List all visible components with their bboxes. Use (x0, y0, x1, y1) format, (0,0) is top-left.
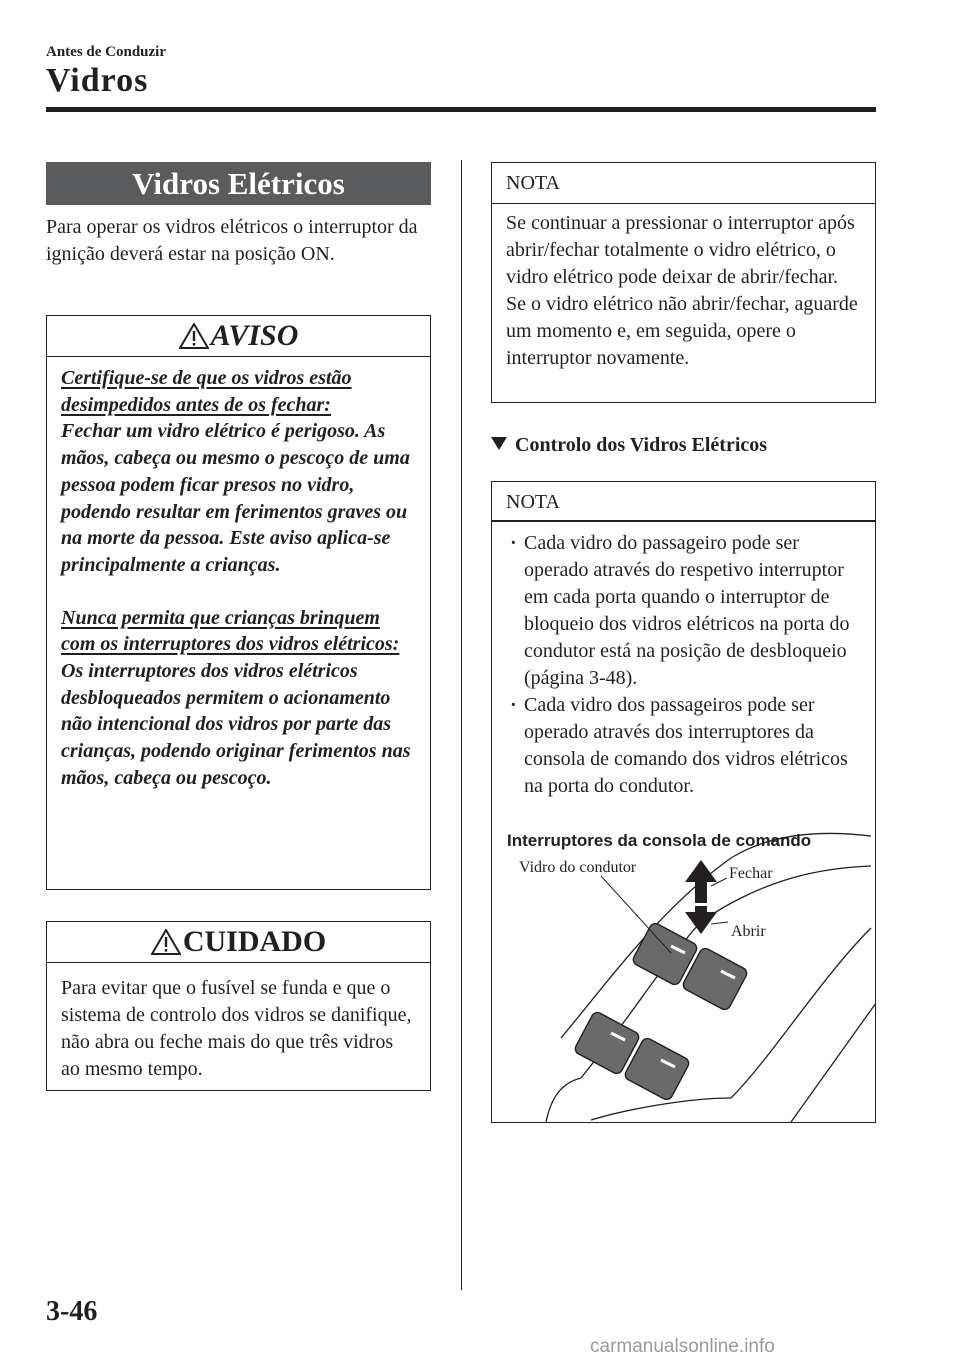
caution-title: CUIDADO (182, 925, 327, 958)
list-item: · Cada vidro do passageiro pode ser operado através do respetivo interruptor em cada porta quando o interruptor de bloqueio dos vidros elétricos na porta do condutor está na posição de desbloqueio (página 3-48). (510, 531, 850, 689)
warning-heading-1: Certifique-se de que os vidros estão desimpedidos antes de os fechar: (61, 367, 352, 416)
caution-header (47, 922, 430, 963)
caution-text: Para evitar que o fusível se funda e que o sistema de controlo dos vidros se danifique, não abra ou feche mais do que três vidros ao mesmo tempo. (61, 977, 412, 1080)
illustration-caption: Interruptores da consola de comando (507, 831, 812, 850)
warning-title: AVISO (210, 319, 299, 352)
warning-icon (179, 323, 209, 349)
note-title-1: NOTA (492, 163, 875, 204)
intro-paragraph: Para operar os vidros elétricos o interruptor da ignição deverá estar na posição ON. (46, 216, 418, 265)
page-number: 3-46 (46, 1296, 98, 1327)
warning-box (46, 315, 431, 890)
label-close: Fechar (729, 865, 773, 882)
caution-icon (151, 929, 181, 955)
warning-text-2: Os interruptores dos vidros elétricos desbloqueados permitem o acionamento não intencional dos vidros por parte das crianças, podendo originar ferimentos nas mãos, cabeça ou pescoço. (61, 660, 411, 789)
breadcrumb: Antes de Conduzir (46, 44, 167, 60)
bullet-text-2: Cada vidro dos passageiros pode ser operado através dos interruptores da consola de comando dos vidros elétricos na porta do condutor. (524, 693, 848, 797)
subsection-heading (491, 434, 767, 457)
section-title: Vidros Elétricos (46, 162, 431, 205)
watermark: carmanualsonline.info (590, 1336, 775, 1357)
switch-panel-illustration (491, 828, 876, 1122)
note-bullet-list (492, 522, 875, 800)
note-title-2: NOTA (506, 491, 560, 513)
note-box-1 (491, 162, 876, 403)
title-rule (46, 107, 876, 112)
warning-text-1: Fechar um vidro elétrico é perigoso. As mãos, cabeça ou mesmo o pescoço de uma pessoa podem ficar presos no vidro, podendo resultar em ferimentos graves ou na morte da pessoa. Este aviso aplica-se principalmente a crianças. (61, 420, 410, 576)
triangle-marker-icon (491, 437, 507, 450)
list-item: · Cada vidro dos passageiros pode ser operado através dos interruptores da consola de comando dos vidros elétricos na porta do condutor. (510, 693, 848, 797)
label-driver-window: Vidro do condutor (519, 859, 637, 876)
subsection-title: Controlo dos Vidros Elétricos (515, 434, 768, 456)
column-divider (461, 160, 462, 1290)
warning-header (47, 316, 430, 357)
bullet-text-1: Cada vidro do passageiro pode ser operado através do respetivo interruptor em cada porta quando o interruptor de bloqueio dos vidros elétricos na porta do condutor está na posição de desbloqueio (página 3-48). (524, 531, 850, 689)
page-title: Vidros (46, 62, 149, 99)
note-text-1: Se continuar a pressionar o interruptor após abrir/fechar totalmente o vidro elétrico, o vidro elétrico pode deixar de abrir/fechar. Se o vidro elétrico não abrir/fechar, aguarde um momento e, em seguida, opere o interruptor novamente. (506, 212, 858, 369)
warning-heading-2: Nunca permita que crianças brinquem com os interruptores dos vidros elétricos: (61, 606, 400, 656)
label-open: Abrir (731, 923, 766, 940)
caution-box (46, 921, 431, 1091)
